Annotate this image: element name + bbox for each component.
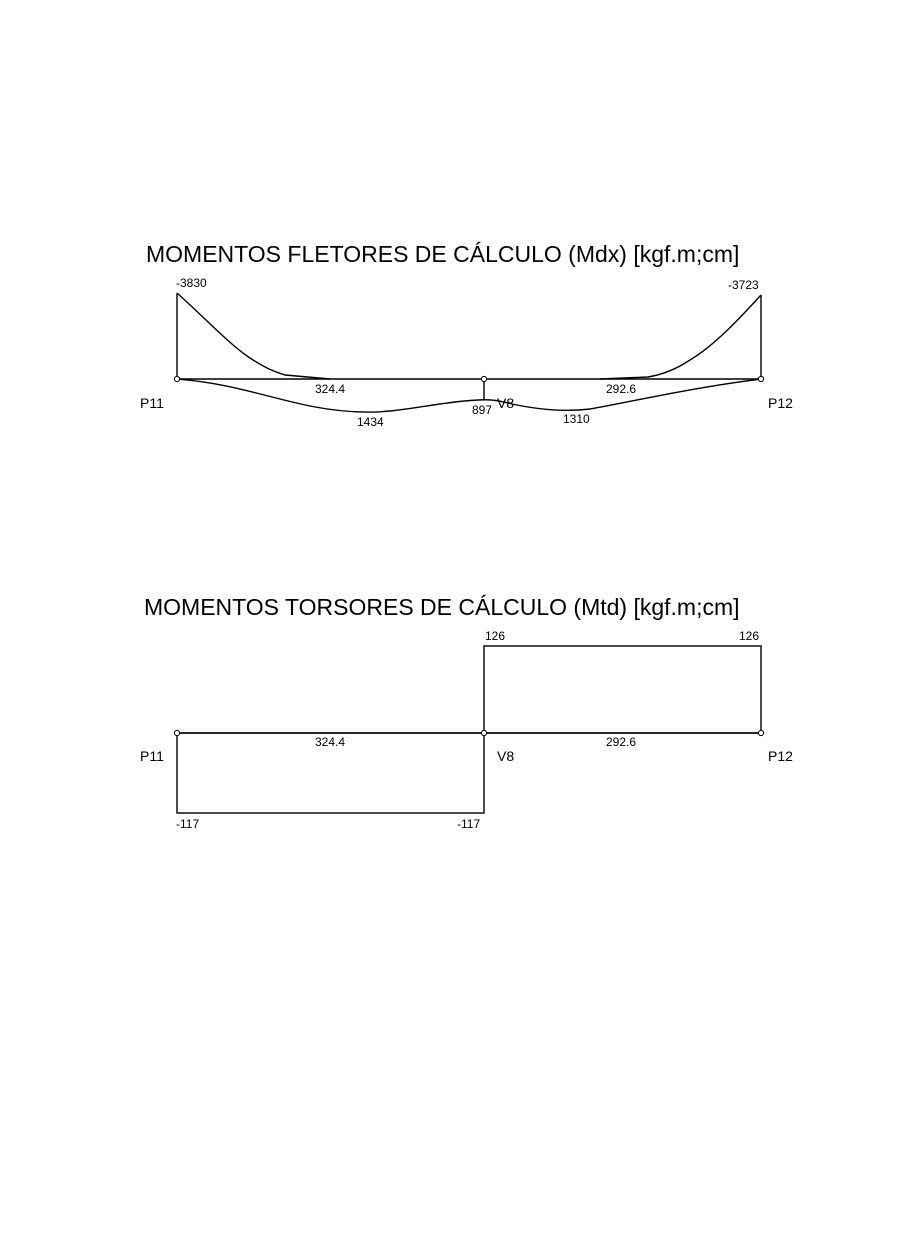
torsion-diagram bbox=[140, 594, 793, 831]
flexure-right-span-value: 1310 bbox=[563, 412, 590, 426]
torsion-node-right-label: P12 bbox=[768, 748, 793, 764]
flexure-middle-value: 897 bbox=[472, 403, 493, 417]
torsion-node-left bbox=[174, 730, 179, 735]
torsion-title: MOMENTOS TORSORES DE CÁLCULO (Mtd) [kgf.m;cm] bbox=[144, 594, 740, 620]
torsion-right-span-block bbox=[484, 646, 761, 733]
torsion-right-start-value: 126 bbox=[485, 629, 506, 643]
torsion-span-left-label: 324.4 bbox=[315, 735, 346, 749]
flexure-title: MOMENTOS FLETORES DE CÁLCULO (Mdx) [kgf.m;cm] bbox=[146, 241, 740, 267]
torsion-node-middle-label: V8 bbox=[497, 748, 515, 764]
flexure-right-negative-curve bbox=[600, 295, 761, 379]
torsion-left-start-value: -117 bbox=[176, 817, 200, 831]
torsion-span-right-label: 292.6 bbox=[606, 735, 637, 749]
torsion-left-end-value: -117 bbox=[457, 817, 481, 831]
flexure-node-right-label: P12 bbox=[768, 395, 793, 411]
flexure-right-support-value: -3723 bbox=[728, 278, 759, 292]
flexure-left-span-value: 1434 bbox=[357, 415, 384, 429]
flexure-span-left-label: 324.4 bbox=[315, 382, 346, 396]
flexure-node-middle bbox=[481, 376, 486, 381]
flexure-positive-curve bbox=[177, 379, 761, 412]
flexure-node-right bbox=[758, 376, 763, 381]
flexure-span-right-label: 292.6 bbox=[606, 382, 637, 396]
flexure-diagram bbox=[140, 241, 793, 429]
flexure-node-left bbox=[174, 376, 179, 381]
torsion-node-left-label: P11 bbox=[140, 748, 164, 764]
flexure-node-middle-label: V8 bbox=[497, 395, 515, 411]
torsion-node-right bbox=[758, 730, 763, 735]
torsion-node-middle bbox=[481, 730, 486, 735]
flexure-left-support-value: -3830 bbox=[176, 276, 207, 290]
flexure-left-negative-curve bbox=[177, 293, 330, 379]
torsion-right-end-value: 126 bbox=[739, 629, 760, 643]
flexure-node-left-label: P11 bbox=[140, 395, 164, 411]
